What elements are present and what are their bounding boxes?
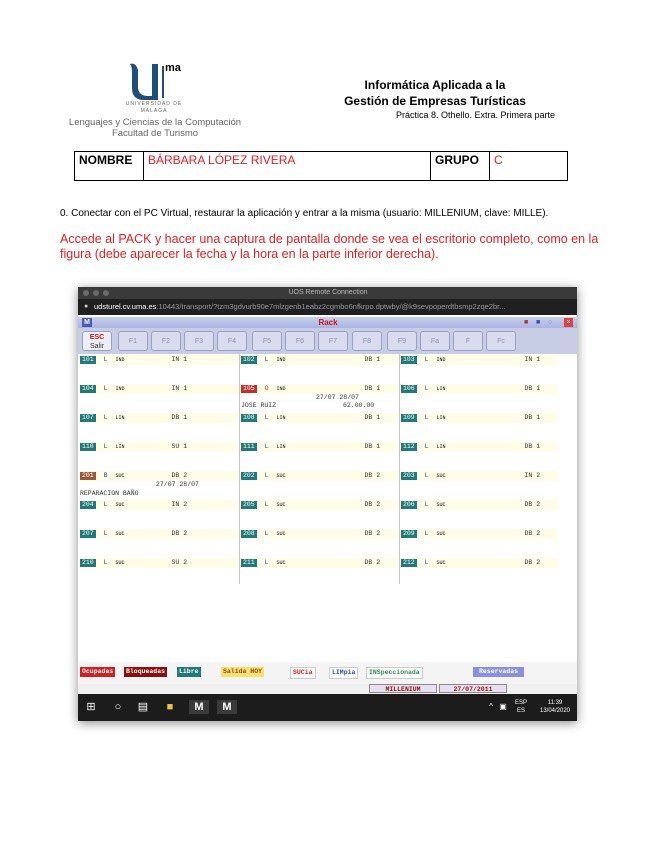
room-cell[interactable]: 210 L SUC SU 2: [82, 559, 188, 566]
fkey-12[interactable]: Fc: [486, 331, 516, 351]
app-titlebar: [78, 317, 577, 328]
fkey-2[interactable]: F2: [151, 331, 181, 351]
group-label: GRUPO: [431, 152, 490, 181]
course-title-line1: Informática Aplicada a la: [364, 78, 506, 92]
room-cell[interactable]: 208 L SUC DB 2: [243, 530, 381, 537]
room-cell[interactable]: 109 L LIN DB 1: [403, 414, 541, 421]
room-cell[interactable]: 212 L SUC DB 2: [403, 559, 541, 566]
windows-taskbar: [78, 694, 577, 721]
room-cell[interactable]: 209 L SUC DB 2: [403, 530, 541, 537]
task-view-icon[interactable]: ▤: [137, 701, 149, 713]
windows-start-icon[interactable]: ⊞: [86, 701, 96, 713]
legend-ocupadas[interactable]: Ocupadas: [82, 668, 114, 675]
student-info-table: [74, 151, 568, 181]
url-text[interactable]: udsturel.cv.uma.es:10443/transport/?tzm3gdvurb90e7mlzgenb1eabz2cgmbo6nfkrpo.dptwby/@k9sevpoperdtbsmp2zqe2br...: [94, 302, 506, 311]
status-user: MILLENIUM: [369, 684, 437, 693]
millenium-app-icon[interactable]: M: [217, 700, 237, 714]
fkey-11[interactable]: F: [453, 331, 483, 351]
status-bar: [78, 684, 577, 694]
guest-name: JOSE RUIZ: [241, 402, 277, 409]
column-divider: [239, 354, 240, 584]
user-icon[interactable]: ■: [524, 319, 529, 326]
room-cell[interactable]: 110 L LIN SU 1: [82, 443, 188, 450]
close-icon[interactable]: ×: [564, 318, 573, 327]
network-icon[interactable]: ▣: [499, 702, 507, 711]
room-cell[interactable]: 103 L IND IN 1: [403, 356, 541, 363]
course-title-line2: Gestión de Empresas Turísticas: [344, 94, 526, 108]
app-icon: M: [82, 318, 92, 327]
room-cell[interactable]: 106 L LIN DB 1: [403, 385, 541, 392]
block-dates: 27/07 28/07: [156, 481, 199, 488]
fkey-6[interactable]: F6: [285, 331, 315, 351]
legend-sucia[interactable]: SUCia: [290, 667, 316, 679]
name-value: BÁRBARA LÓPEZ RIVERA: [144, 152, 431, 181]
app-title: Rack: [318, 318, 338, 327]
guest-amount: 62.00.00: [343, 402, 375, 409]
room-cell[interactable]: 107 L LIN DB 1: [82, 414, 188, 421]
legend-limpia[interactable]: LIMpia: [329, 667, 358, 679]
exit-button[interactable]: ESC Salir: [82, 331, 112, 351]
fkey-3[interactable]: F3: [184, 331, 214, 351]
instruction-task: Accede al PACK y hacer una captura de pantalla donde se vea el escritorio completo, como en la figura (debe aparecer la fecha y la hora en la parte inferior derecha).: [60, 232, 599, 261]
room-cell[interactable]: 105 O IND DB 1: [243, 385, 381, 392]
room-cell[interactable]: 108 L LIN DB 1: [243, 414, 381, 421]
window-titlebar: [78, 287, 577, 299]
guest-dates: 27/07 28/07: [316, 394, 359, 401]
search-icon[interactable]: ○: [114, 701, 122, 713]
save-icon[interactable]: ■: [536, 319, 541, 326]
room-cell[interactable]: 102 L IND DB 1: [243, 356, 381, 363]
room-cell[interactable]: 204 L SUC IN 2: [82, 501, 188, 508]
millenium-app-icon[interactable]: M: [189, 700, 209, 714]
legend-reservadas[interactable]: Reservadas: [473, 667, 524, 677]
help-icon[interactable]: ○: [548, 319, 553, 326]
legend-salida[interactable]: Salida HOY: [223, 668, 263, 675]
room-cell[interactable]: 104 L IND IN 1: [82, 385, 188, 392]
close-dot-icon[interactable]: [83, 290, 89, 296]
block-reason: REPARACION BAÑO: [80, 490, 139, 497]
department-name: Lenguajes y Ciencias de la Computación Facultad de Turismo: [68, 117, 242, 139]
rack-grid: [78, 354, 577, 662]
column-divider: [399, 354, 400, 584]
room-cell[interactable]: 207 L SUC DB 2: [82, 530, 188, 537]
logo-text: ma: [165, 62, 181, 74]
tray-arrow-icon[interactable]: ^: [489, 702, 493, 711]
status-date: 27/07/2011: [439, 684, 507, 693]
practice-title: Práctica 8. Othello. Extra. Primera parte: [395, 110, 555, 120]
address-bar[interactable]: [78, 299, 577, 315]
fkey-1[interactable]: F1: [118, 331, 148, 351]
fkey-4[interactable]: F4: [217, 331, 247, 351]
fkey-5[interactable]: F5: [252, 331, 282, 351]
room-cell[interactable]: 111 L LIN DB 1: [243, 443, 381, 450]
room-cell[interactable]: 205 L SUC DB 2: [243, 501, 381, 508]
clock[interactable]: 11:39 13/04/2020: [539, 700, 571, 714]
fkey-9[interactable]: F9: [387, 331, 417, 351]
lock-icon: ●: [84, 303, 89, 310]
function-key-bar: [78, 328, 577, 354]
room-cell[interactable]: 203 L SUC IN 2: [403, 472, 541, 479]
room-cell[interactable]: 112 L LIN DB 1: [403, 443, 541, 450]
maximize-dot-icon[interactable]: [103, 290, 109, 296]
language-indicator[interactable]: ESP ES: [515, 700, 528, 714]
room-cell[interactable]: 211 L SUC DB 2: [243, 559, 381, 566]
room-cell[interactable]: 206 L SUC DB 2: [403, 501, 541, 508]
instruction-step: 0. Conectar con el PC Virtual, restaurar la aplicación y entrar a la misma (usuario: MILLENIUM, clave: MILLE).: [60, 208, 549, 219]
legend-libre[interactable]: Libre: [179, 668, 199, 675]
fkey-7[interactable]: F7: [318, 331, 348, 351]
name-label: NOMBRE: [75, 152, 144, 181]
fkey-8[interactable]: F8: [352, 331, 382, 351]
desktop-screenshot: [78, 287, 577, 721]
legend-bar: [78, 662, 577, 684]
minimize-dot-icon[interactable]: [93, 290, 99, 296]
room-cell[interactable]: 202 L SUC DB 2: [243, 472, 381, 479]
window-title: UOS Remote Connection: [288, 289, 368, 296]
file-explorer-icon[interactable]: ■: [166, 701, 174, 713]
group-value: C: [490, 152, 568, 181]
room-cell[interactable]: 201 B SUC DB 2: [82, 472, 188, 479]
legend-inspeccionada[interactable]: INSpeccionada: [366, 667, 423, 679]
legend-bloqueadas[interactable]: Bloqueadas: [126, 668, 166, 675]
room-cell[interactable]: 101 L IND IN 1: [82, 356, 188, 363]
fkey-10[interactable]: Fa: [420, 331, 450, 351]
university-name: UNIVERSIDAD DE MÁLAGA: [125, 101, 183, 114]
